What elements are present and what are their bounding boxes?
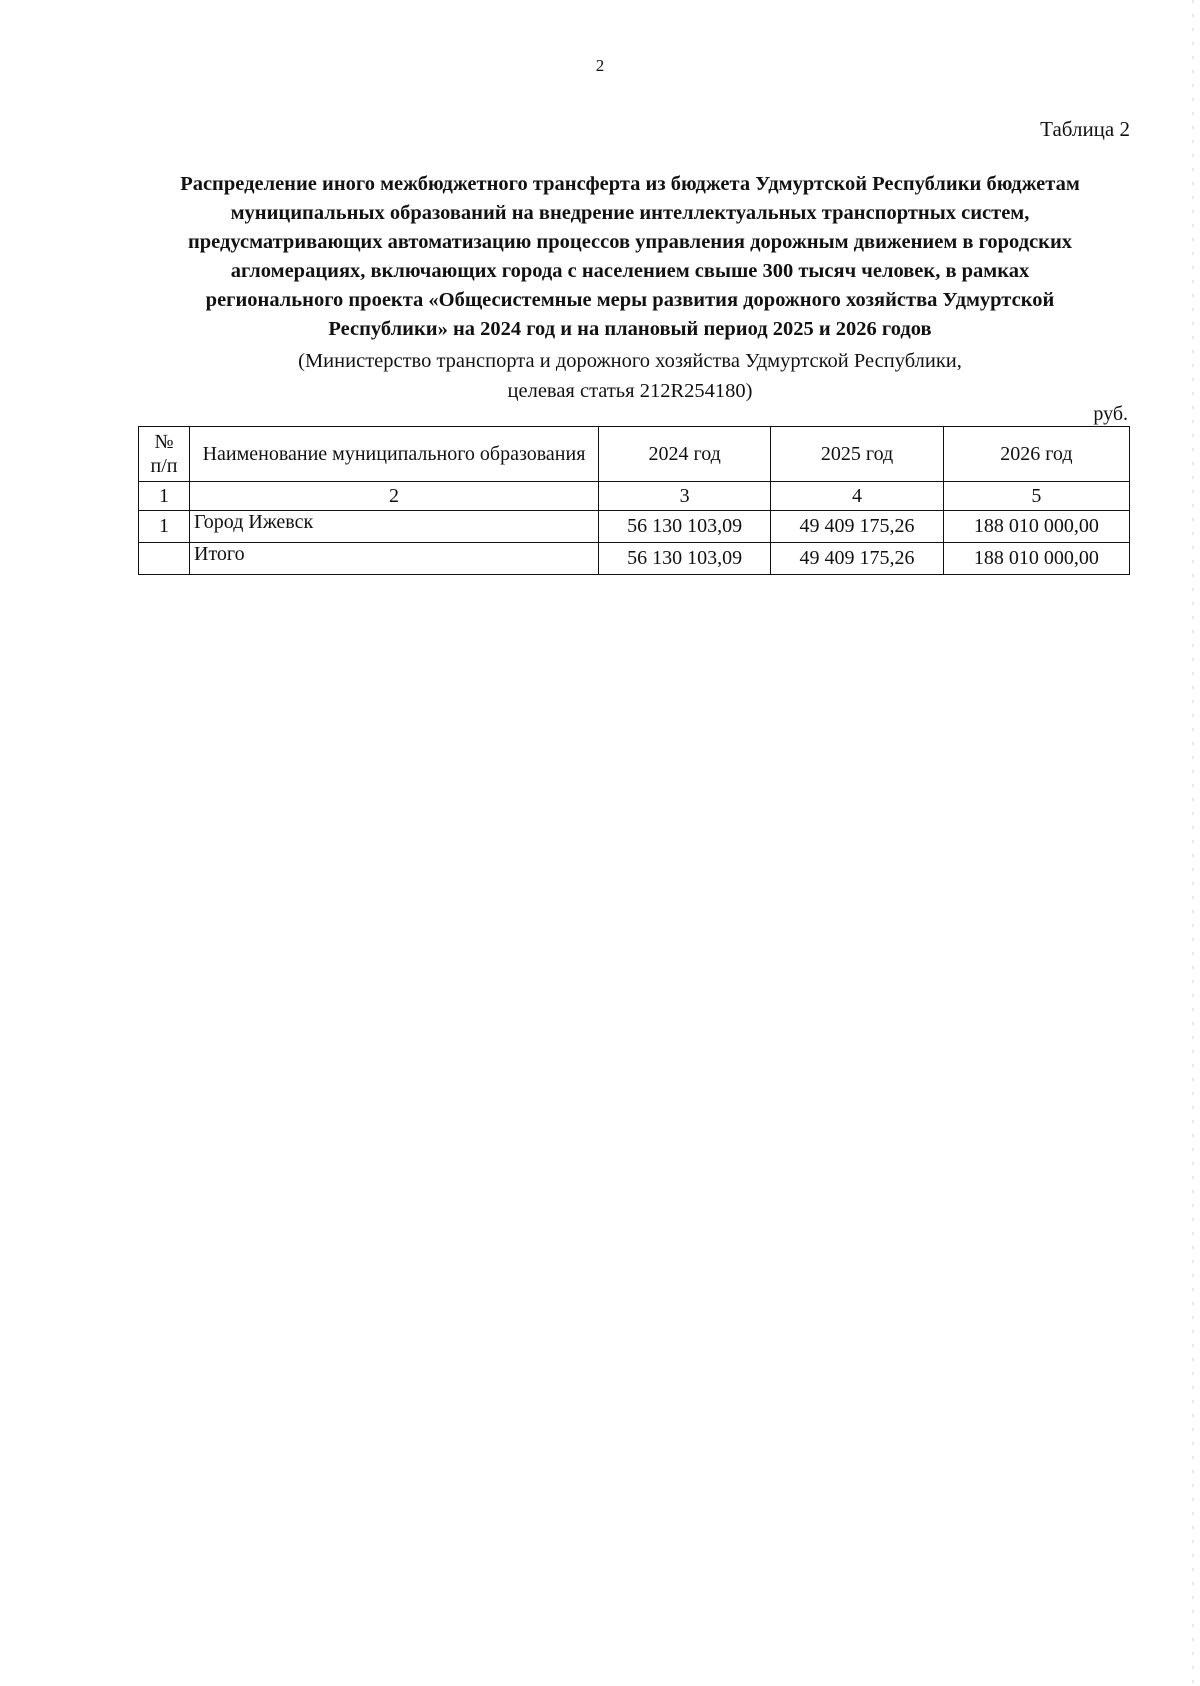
header-municipality: Наименование муниципального образования bbox=[190, 427, 599, 482]
header-number-symbol: № bbox=[154, 431, 174, 453]
title-block bbox=[140, 170, 1120, 406]
header-2024: 2024 год bbox=[599, 427, 771, 482]
title-line: Республики» на 2024 год и на плановый период 2025 и 2026 годов bbox=[328, 318, 932, 340]
currency-unit: руб. bbox=[1093, 403, 1128, 425]
column-number: 5 bbox=[943, 482, 1129, 511]
table-row bbox=[139, 511, 1130, 543]
column-number: 4 bbox=[771, 482, 943, 511]
subtitle-line: (Министерство транспорта и дорожного хозяйства Удмуртской Республики, bbox=[298, 350, 962, 372]
row-value-2025: 49 409 175,26 bbox=[771, 511, 943, 543]
table-label: Таблица 2 bbox=[1040, 117, 1130, 141]
title-line: предусматривающих автоматизацию процессов управления дорожным движением в городских bbox=[187, 231, 1073, 253]
column-number: 3 bbox=[599, 482, 771, 511]
row-municipality: Город Ижевск bbox=[190, 511, 599, 543]
document-subtitle bbox=[140, 346, 1120, 406]
title-line: агломерациях, включающих города с населением свыше 300 тысяч человек, в рамках bbox=[230, 260, 1030, 282]
page-number: 2 bbox=[595, 56, 605, 75]
title-line: регионального проекта «Общесистемные меры развития дорожного хозяйства Удмуртской bbox=[205, 289, 1055, 311]
table-header-row bbox=[139, 427, 1130, 482]
column-number: 2 bbox=[190, 482, 599, 511]
subtitle-line: целевая статья 212R254180) bbox=[507, 380, 753, 402]
row-total-2024: 56 130 103,09 bbox=[599, 543, 771, 575]
row-number: 1 bbox=[139, 511, 190, 543]
header-2026: 2026 год bbox=[943, 427, 1129, 482]
header-2025: 2025 год bbox=[771, 427, 943, 482]
header-number-abbr: п/п bbox=[150, 455, 178, 477]
title-line: Распределение иного межбюджетного трансферта из бюджета Удмуртской Республики бюджетам bbox=[180, 173, 1080, 195]
row-number bbox=[139, 543, 190, 575]
title-line: муниципальных образований на внедрение интеллектуальных транспортных систем, bbox=[230, 202, 1030, 224]
row-total-label: Итого bbox=[190, 543, 599, 575]
header-number bbox=[139, 427, 190, 482]
scan-edge-artifact bbox=[1192, 0, 1194, 1686]
document-title bbox=[140, 170, 1120, 344]
column-number-row bbox=[139, 482, 1130, 511]
table-total-row bbox=[139, 543, 1130, 575]
row-value-2026: 188 010 000,00 bbox=[943, 511, 1129, 543]
row-total-2026: 188 010 000,00 bbox=[943, 543, 1129, 575]
column-number: 1 bbox=[139, 482, 190, 511]
row-total-2025: 49 409 175,26 bbox=[771, 543, 943, 575]
row-value-2024: 56 130 103,09 bbox=[599, 511, 771, 543]
distribution-table bbox=[138, 426, 1130, 575]
